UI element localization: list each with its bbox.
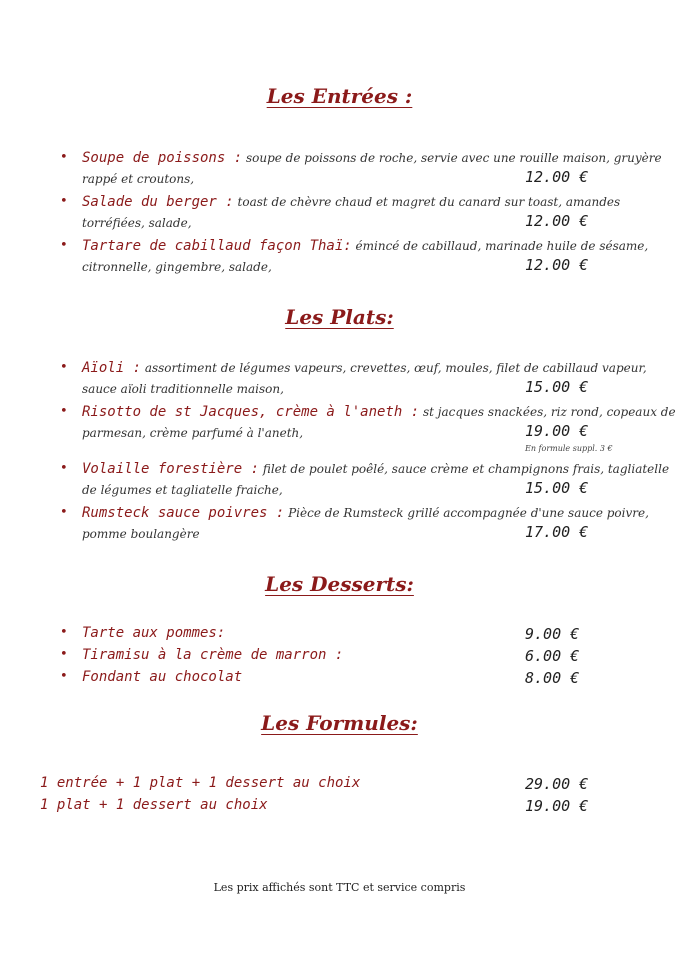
formule-name: 1 plat + 1 dessert au choix — [40, 797, 268, 813]
bullet: • — [60, 505, 68, 520]
formule-price: 19.00 € — [525, 797, 589, 815]
dish-name: Volaille forestière : — [82, 461, 260, 477]
dish-description-cont: parmesan, crème parfumé à l'aneth, — [82, 426, 304, 440]
footer-note: Les prix affichés sont TTC et service compris — [213, 881, 466, 894]
bullet: • — [60, 404, 68, 419]
dish-description: Pièce de Rumsteck grillé accompagnée d'une sauce poivre, — [284, 506, 649, 520]
dessert-fondant-chocolat — [60, 669, 620, 689]
dish-name: Soupe de poissons : — [82, 150, 243, 166]
dish-name: Aïoli : — [82, 360, 142, 376]
bullet: • — [60, 150, 68, 165]
dish-name: Risotto de st Jacques, crème à l'aneth : — [82, 404, 420, 420]
dish-name: Tartare de cabillaud façon Thaï: — [82, 238, 352, 254]
dish-price: 19.00 € — [525, 422, 589, 440]
dish-price: 12.00 € — [525, 168, 589, 186]
dish-price: 12.00 € — [525, 212, 589, 230]
bullet: • — [60, 238, 68, 253]
dish-description: filet de poulet poêlé, sauce crème et champignons frais, tagliatelle — [259, 462, 670, 476]
bullet: • — [60, 625, 68, 640]
dish-description: st jacques snackées, riz rond, copeaux de — [419, 405, 676, 419]
dessert-tarte-aux-pommes — [60, 625, 620, 645]
dish-description: émincé de cabillaud, marinade huile de sésame, — [351, 239, 649, 253]
bullet: • — [60, 669, 68, 684]
dish-description-cont: rappé et croutons, — [82, 172, 195, 186]
dish-price: 12.00 € — [525, 256, 589, 274]
dessert-price: 6.00 € — [525, 647, 580, 665]
formule-supplement-note: En formule suppl. 3 € — [525, 444, 613, 453]
bullet: • — [60, 194, 68, 209]
dish-price: 15.00 € — [525, 378, 589, 396]
formule-name: 1 entrée + 1 plat + 1 dessert au choix — [40, 775, 361, 791]
dish-description: assortiment de légumes vapeurs, crevettes, œuf, moules, filet de cabillaud vapeur, — [141, 361, 647, 375]
bullet: • — [60, 360, 68, 375]
entrees-title: Les Entrées : — [266, 84, 413, 108]
formule-plat-dessert — [40, 797, 620, 817]
bullet: • — [60, 647, 68, 662]
dish-name: Rumsteck sauce poivres : — [82, 505, 285, 521]
dish-description-cont: citronnelle, gingembre, salade, — [82, 260, 272, 274]
dish-description-cont: de légumes et tagliatelle fraiche, — [82, 483, 283, 497]
dish-description-cont: sauce aïoli traditionnelle maison, — [82, 382, 284, 396]
plats-title: Les Plats: — [285, 305, 394, 329]
dish-description: toast de chèvre chaud et magret du canard sur toast, amandes — [233, 195, 621, 209]
dish-name: Salade du berger : — [82, 194, 234, 210]
dessert-price: 8.00 € — [525, 669, 580, 687]
dish-price: 15.00 € — [525, 479, 589, 497]
desserts-title: Les Desserts: — [265, 572, 414, 596]
formule-complete — [40, 775, 620, 795]
dish-description: soupe de poissons de roche, servie avec une rouille maison, gruyère — [242, 151, 662, 165]
dessert-name: Fondant au chocolat — [82, 669, 243, 685]
dessert-tiramisu — [60, 647, 620, 667]
dessert-name: Tarte aux pommes: — [82, 625, 226, 641]
dessert-name: Tiramisu à la crème de marron : — [82, 647, 344, 663]
formules-title: Les Formules: — [261, 711, 418, 735]
dish-description-cont: pomme boulangère — [82, 527, 200, 541]
formule-price: 29.00 € — [525, 775, 589, 793]
dish-description-cont: torréfiées, salade, — [82, 216, 192, 230]
dessert-price: 9.00 € — [525, 625, 580, 643]
dish-price: 17.00 € — [525, 523, 589, 541]
bullet: • — [60, 461, 68, 476]
